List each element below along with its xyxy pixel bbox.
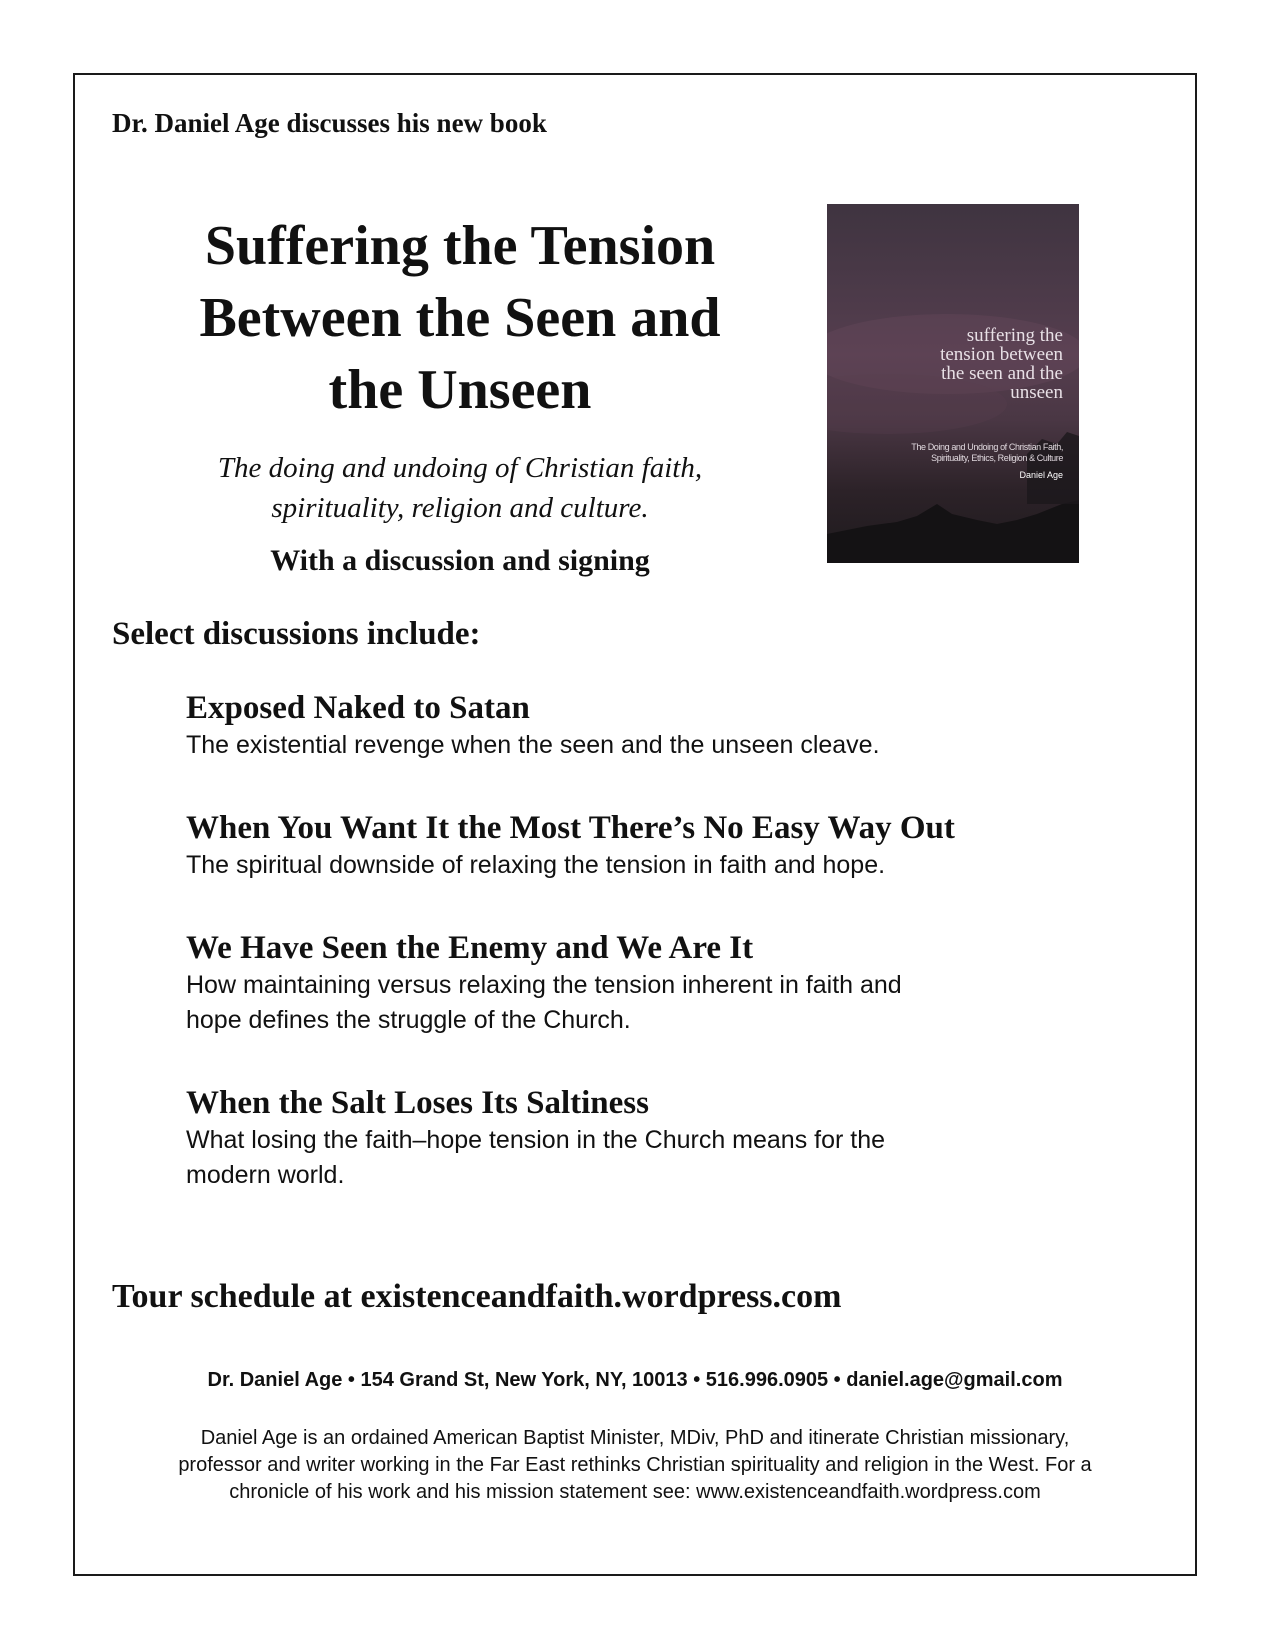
discussion-description-line: hope defines the struggle of the Church. (186, 1006, 631, 1034)
discussion-item (186, 808, 1066, 883)
cover-subtitle (863, 442, 1063, 464)
cover-title-line: tension between (940, 344, 1063, 365)
book-subtitle-line: spirituality, religion and culture. (271, 492, 649, 524)
discussions-heading: Select discussions include: (112, 616, 481, 652)
discussion-item (186, 928, 1066, 1038)
discussion-item (186, 688, 1066, 763)
book-subtitle-line: The doing and undoing of Christian faith, (217, 452, 703, 484)
discussion-description-line: modern world. (186, 1161, 345, 1189)
intro-line: Dr. Daniel Age discusses his new book (112, 108, 547, 138)
author-bio-line: Daniel Age is an ordained American Baptist Minister, MDiv, PhD and itinerate Christian missionary, (200, 1427, 1070, 1449)
contact-line: Dr. Daniel Age • 154 Grand St, New York, NY, 10013 • 516.996.0905 • daniel.age@gmail.com (207, 1369, 1063, 1391)
discussion-title: Exposed Naked to Satan (186, 690, 530, 726)
cover-title-line: unseen (1010, 382, 1063, 403)
cover-author: Daniel Age (1019, 470, 1063, 480)
discussion-title: When the Salt Loses Its Saltiness (186, 1085, 649, 1121)
discussion-title: We Have Seen the Enemy and We Are It (186, 930, 754, 966)
author-bio-line: professor and writer working in the Far East rethinks Christian spirituality and religion in the West. For a (178, 1454, 1092, 1476)
book-title-line: the Unseen (328, 359, 592, 421)
cover-subtitle-line: Spirituality, Ethics, Religion & Culture (931, 453, 1063, 463)
discussion-description-line: How maintaining versus relaxing the tension inherent in faith and (186, 971, 902, 999)
discussion-description-line: What losing the faith–hope tension in the Church means for the (186, 1126, 886, 1154)
author-bio (100, 1425, 1170, 1506)
cover-subtitle-line: The Doing and Undoing of Christian Faith, (911, 442, 1063, 452)
book-title-line: Suffering the Tension (204, 215, 716, 277)
tour-schedule-line: Tour schedule at existenceandfaith.wordpress.com (112, 1278, 842, 1315)
book-subtitle (150, 448, 770, 528)
author-bio-line: chronicle of his work and his mission statement see: www.existenceandfaith.wordpress.com (229, 1481, 1041, 1503)
book-cover-image (827, 204, 1079, 563)
cover-title-line: suffering the (966, 325, 1063, 346)
discussion-description (186, 1123, 1066, 1193)
book-title-block (150, 210, 770, 578)
discussion-description (186, 968, 1066, 1038)
discussion-description: The spiritual downside of relaxing the tension in faith and hope. (186, 851, 886, 879)
discussion-item (186, 1083, 1066, 1193)
event-note: With a discussion and signing (270, 544, 650, 577)
book-title-line: Between the Seen and (199, 287, 721, 349)
cover-title (863, 326, 1063, 402)
discussion-title: When You Want It the Most There’s No Easy Way Out (186, 810, 955, 846)
book-title (150, 210, 770, 426)
cover-title-line: the seen and the (941, 363, 1063, 384)
discussion-description: The existential revenge when the seen and the unseen cleave. (186, 731, 880, 759)
discussion-list (186, 688, 1066, 1193)
